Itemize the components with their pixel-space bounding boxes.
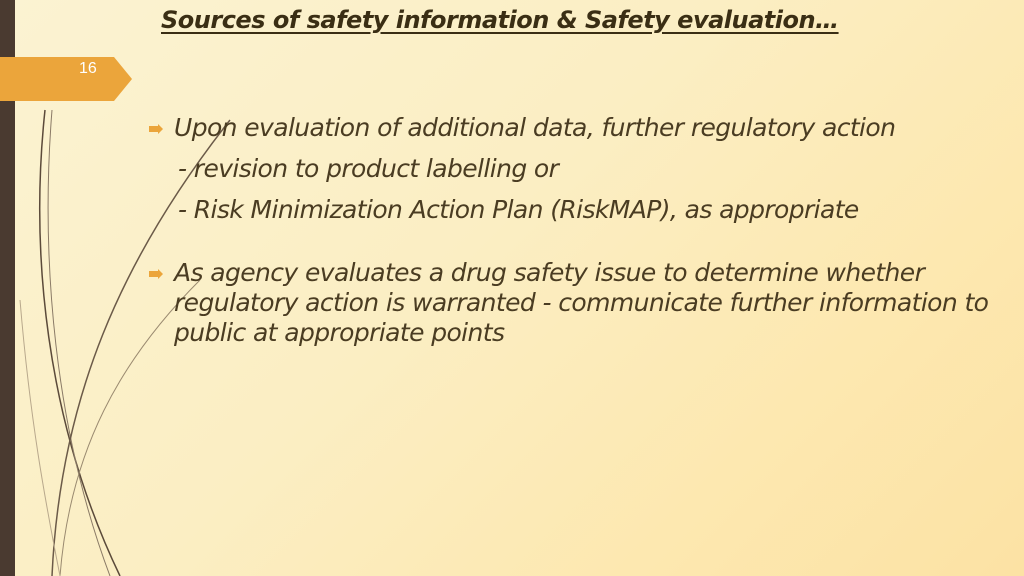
slide-number: 16 <box>79 60 97 77</box>
arrow-bullet-icon <box>149 269 163 279</box>
bullet-2-text: As agency evaluates a drug safety issue to determine whether regulatory action is warranted - communicate further information to public at appropriate points <box>174 258 989 347</box>
slide-number-tab <box>0 57 132 101</box>
slide-title: Sources of safety information & Safety evaluation… <box>161 6 839 34</box>
arrow-bullet-icon <box>149 124 163 134</box>
bullet-1-subitem-2: - Risk Minimization Action Plan (RiskMAP), as appropriate <box>178 195 859 224</box>
bullet-1-subitem-1: - revision to product labelling or <box>178 154 559 183</box>
bullet-1-text: Upon evaluation of additional data, further regulatory action <box>174 113 896 142</box>
